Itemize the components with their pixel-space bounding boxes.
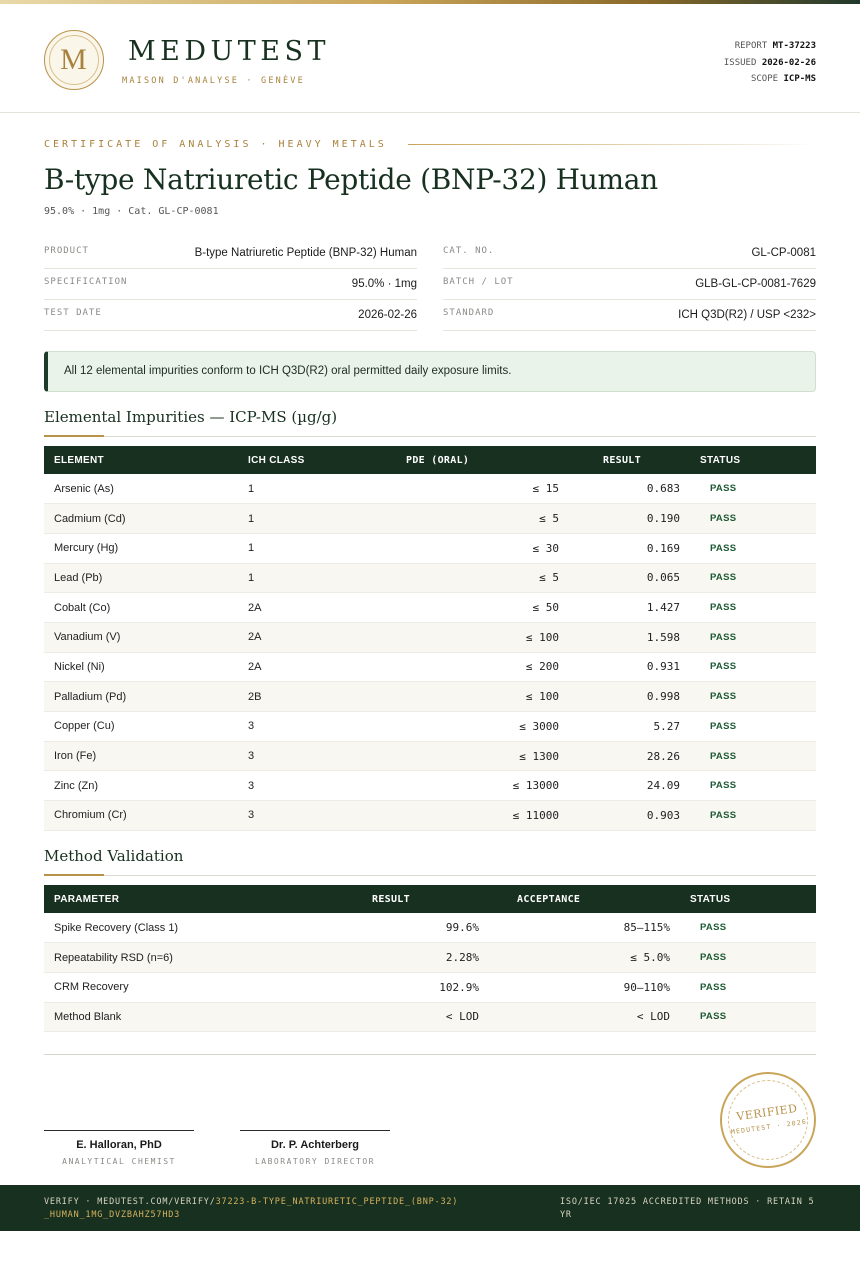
table-header-row <box>44 885 816 913</box>
status-badge: PASS <box>680 972 816 1002</box>
column-header-element: ELEMENT <box>54 454 104 466</box>
column-header-pde: PDE (ORAL) <box>406 454 470 466</box>
info-row-batch-lot <box>443 269 816 300</box>
element-cell: Arsenic (As) <box>44 474 238 504</box>
ich-class-cell: 3 <box>238 712 388 742</box>
column-header-status: STATUS <box>700 454 741 466</box>
table-row <box>44 913 816 943</box>
section-accent <box>44 435 104 437</box>
pde-cell: ≤ 30 <box>388 533 569 563</box>
element-cell: Nickel (Ni) <box>44 652 238 682</box>
table-row <box>44 682 816 712</box>
report-label: REPORT <box>734 41 768 51</box>
element-cell: Copper (Cu) <box>44 712 238 742</box>
acceptance-cell: 90–110% <box>489 972 680 1002</box>
table-row <box>44 652 816 682</box>
pde-cell: ≤ 15 <box>388 474 569 504</box>
status-badge: PASS <box>690 741 816 771</box>
status-badge: PASS <box>690 474 816 504</box>
element-cell: Cadmium (Cd) <box>44 504 238 534</box>
signatory-name: E. Halloran, PhD <box>76 1139 162 1151</box>
info-value: 95.0% · 1mg <box>351 278 417 290</box>
ich-class-cell: 1 <box>238 504 388 534</box>
parameter-cell: CRM Recovery <box>44 972 284 1002</box>
table-header-row <box>44 446 816 474</box>
result-cell: 28.26 <box>569 741 690 771</box>
report-number-line <box>724 38 816 55</box>
element-cell: Iron (Fe) <box>44 741 238 771</box>
pde-cell: ≤ 11000 <box>388 801 569 831</box>
accreditation-note: ISO/IEC 17025 ACCREDITED METHODS · RETAIN 5 YR <box>560 1197 815 1220</box>
certificate-overline: CERTIFICATE OF ANALYSIS · HEAVY METALS <box>44 139 387 150</box>
table-row <box>44 712 816 742</box>
table-row <box>44 504 816 534</box>
result-cell: 0.903 <box>569 801 690 831</box>
signature-block-chemist <box>44 1130 194 1166</box>
ich-class-cell: 1 <box>238 474 388 504</box>
result-cell: 102.9% <box>284 972 489 1002</box>
table-row <box>44 593 816 623</box>
brand-seal-logo <box>44 30 104 90</box>
info-row-cat-no <box>443 238 816 269</box>
scope-label: SCOPE <box>750 74 779 84</box>
signature-line <box>44 1130 194 1131</box>
column-header-parameter: PARAMETER <box>54 893 120 905</box>
verify-prefix: VERIFY · MEDUTEST.COM/VERIFY/ <box>44 1197 216 1207</box>
status-badge: PASS <box>690 504 816 534</box>
info-grid-right <box>443 238 816 331</box>
product-subtitle: 95.0% · 1mg · Cat. GL-CP-0081 <box>44 206 219 217</box>
brand-name: MEDUTEST <box>128 36 330 67</box>
product-title: B-type Natriuretic Peptide (BNP-32) Human <box>44 163 658 196</box>
acceptance-cell: < LOD <box>489 1002 680 1032</box>
verify-link-block <box>44 1196 464 1222</box>
issued-line <box>724 55 816 72</box>
acceptance-cell: 85–115% <box>489 913 680 943</box>
overline-divider <box>408 144 816 145</box>
info-value: ICH Q3D(R2) / USP <232> <box>678 309 816 321</box>
signature-divider <box>44 1054 816 1055</box>
info-label: BATCH / LOT <box>443 277 514 287</box>
ich-class-cell: 2A <box>238 622 388 652</box>
result-cell: 0.931 <box>569 652 690 682</box>
info-label: TEST DATE <box>44 308 102 318</box>
status-badge: PASS <box>690 652 816 682</box>
scope-value: ICP-MS <box>783 74 816 84</box>
parameter-cell: Method Blank <box>44 1002 284 1032</box>
signatory-role: LABORATORY DIRECTOR <box>254 1157 375 1166</box>
header <box>0 4 860 113</box>
section-accent <box>44 874 104 876</box>
column-header-status: STATUS <box>690 893 731 905</box>
ich-class-cell: 2B <box>238 682 388 712</box>
section-divider <box>44 436 816 437</box>
ich-class-cell: 3 <box>238 741 388 771</box>
issued-label: ISSUED <box>723 57 757 68</box>
result-cell: 0.683 <box>569 474 690 504</box>
section-divider <box>44 875 816 876</box>
result-cell: 0.190 <box>569 504 690 534</box>
element-cell: Palladium (Pd) <box>44 682 238 712</box>
info-grid-left <box>44 238 417 331</box>
parameter-cell: Repeatability RSD (n=6) <box>44 943 284 973</box>
info-row-test-date <box>44 300 417 331</box>
status-badge: PASS <box>690 622 816 652</box>
result-cell: 24.09 <box>569 771 690 801</box>
element-cell: Mercury (Hg) <box>44 533 238 563</box>
info-label: SPECIFICATION <box>44 277 128 287</box>
result-cell: 1.598 <box>569 622 690 652</box>
info-label: CAT. NO. <box>443 246 495 256</box>
acceptance-cell: ≤ 5.0% <box>489 943 680 973</box>
result-cell: 2.28% <box>284 943 489 973</box>
info-row-specification <box>44 269 417 300</box>
info-row-product <box>44 238 417 269</box>
column-header-ich-class: ICH CLASS <box>248 454 305 466</box>
brand-monogram: M <box>60 43 87 76</box>
pde-cell: ≤ 1300 <box>388 741 569 771</box>
pde-cell: ≤ 100 <box>388 682 569 712</box>
info-label: PRODUCT <box>44 246 89 256</box>
table-row <box>44 771 816 801</box>
pde-cell: ≤ 200 <box>388 652 569 682</box>
impurities-section-title: Elemental Impurities — ICP-MS (µg/g) <box>44 408 338 426</box>
scope-line <box>724 71 816 88</box>
table-row <box>44 533 816 563</box>
pde-cell: ≤ 13000 <box>388 771 569 801</box>
table-row <box>44 972 816 1002</box>
ich-class-cell: 2A <box>238 652 388 682</box>
conformance-notice-text: All 12 elemental impurities conform to ICH Q3D(R2) oral permitted daily exposure limits. <box>64 365 512 377</box>
validation-section-title: Method Validation <box>44 847 184 865</box>
report-meta <box>724 38 816 88</box>
ich-class-cell: 1 <box>238 563 388 593</box>
result-cell: 0.169 <box>569 533 690 563</box>
table-row <box>44 801 816 831</box>
validation-table <box>44 885 816 1032</box>
impurities-table <box>44 446 816 831</box>
parameter-cell: Spike Recovery (Class 1) <box>44 913 284 943</box>
info-value: GL-CP-0081 <box>751 247 816 259</box>
signature-line <box>240 1130 390 1131</box>
status-badge: PASS <box>690 593 816 623</box>
verify-url-link[interactable]: 37223-B-TYPE_NATRIURETIC_PEPTIDE_(BNP-32)_HUMAN_1MG_DVZBAHZ57HD3 <box>44 1197 459 1220</box>
pde-cell: ≤ 3000 <box>388 712 569 742</box>
status-badge: PASS <box>690 771 816 801</box>
table-row <box>44 1002 816 1032</box>
result-cell: < LOD <box>284 1002 489 1032</box>
verified-stamp <box>714 1066 822 1174</box>
result-cell: 0.065 <box>569 563 690 593</box>
result-cell: 1.427 <box>569 593 690 623</box>
element-cell: Lead (Pb) <box>44 563 238 593</box>
stamp-main-text: VERIFIED <box>735 1101 799 1124</box>
ich-class-cell: 2A <box>238 593 388 623</box>
table-row <box>44 563 816 593</box>
pde-cell: ≤ 100 <box>388 622 569 652</box>
status-badge: PASS <box>690 682 816 712</box>
column-header-result: RESULT <box>603 454 641 466</box>
status-badge: PASS <box>680 943 816 973</box>
pde-cell: ≤ 5 <box>388 504 569 534</box>
element-cell: Zinc (Zn) <box>44 771 238 801</box>
pde-cell: ≤ 5 <box>388 563 569 593</box>
table-row <box>44 622 816 652</box>
info-value: B-type Natriuretic Peptide (BNP-32) Human <box>194 247 417 259</box>
ich-class-cell: 3 <box>238 801 388 831</box>
element-cell: Chromium (Cr) <box>44 801 238 831</box>
conformance-notice <box>44 351 816 392</box>
info-value: 2026-02-26 <box>358 309 417 321</box>
result-cell: 5.27 <box>569 712 690 742</box>
info-label: STANDARD <box>443 308 495 318</box>
column-header-acceptance: ACCEPTANCE <box>517 893 581 905</box>
table-row <box>44 741 816 771</box>
table-row <box>44 943 816 973</box>
pde-cell: ≤ 50 <box>388 593 569 623</box>
footer-bar <box>0 1185 860 1231</box>
signatory-role: ANALYTICAL CHEMIST <box>62 1157 176 1166</box>
element-cell: Cobalt (Co) <box>44 593 238 623</box>
status-badge: PASS <box>690 712 816 742</box>
signature-block-director <box>240 1130 390 1166</box>
stamp-sub-text: MEDUTEST · 2026 <box>730 1117 808 1137</box>
column-header-result: RESULT <box>372 893 410 905</box>
signatory-name: Dr. P. Achterberg <box>270 1139 360 1151</box>
status-badge: PASS <box>690 563 816 593</box>
ich-class-cell: 3 <box>238 771 388 801</box>
result-cell: 99.6% <box>284 913 489 943</box>
status-badge: PASS <box>690 533 816 563</box>
report-number: MT-37223 <box>772 41 816 51</box>
status-badge: PASS <box>680 1002 816 1032</box>
status-badge: PASS <box>680 913 816 943</box>
result-cell: 0.998 <box>569 682 690 712</box>
ich-class-cell: 1 <box>238 533 388 563</box>
element-cell: Vanadium (V) <box>44 622 238 652</box>
status-badge: PASS <box>690 801 816 831</box>
brand-tagline: MAISON D'ANALYSE · GENÈVE <box>122 76 305 86</box>
info-value: GLB-GL-CP-0081-7629 <box>695 278 816 290</box>
table-row <box>44 474 816 504</box>
info-row-standard <box>443 300 816 331</box>
issued-date: 2026-02-26 <box>761 57 816 68</box>
